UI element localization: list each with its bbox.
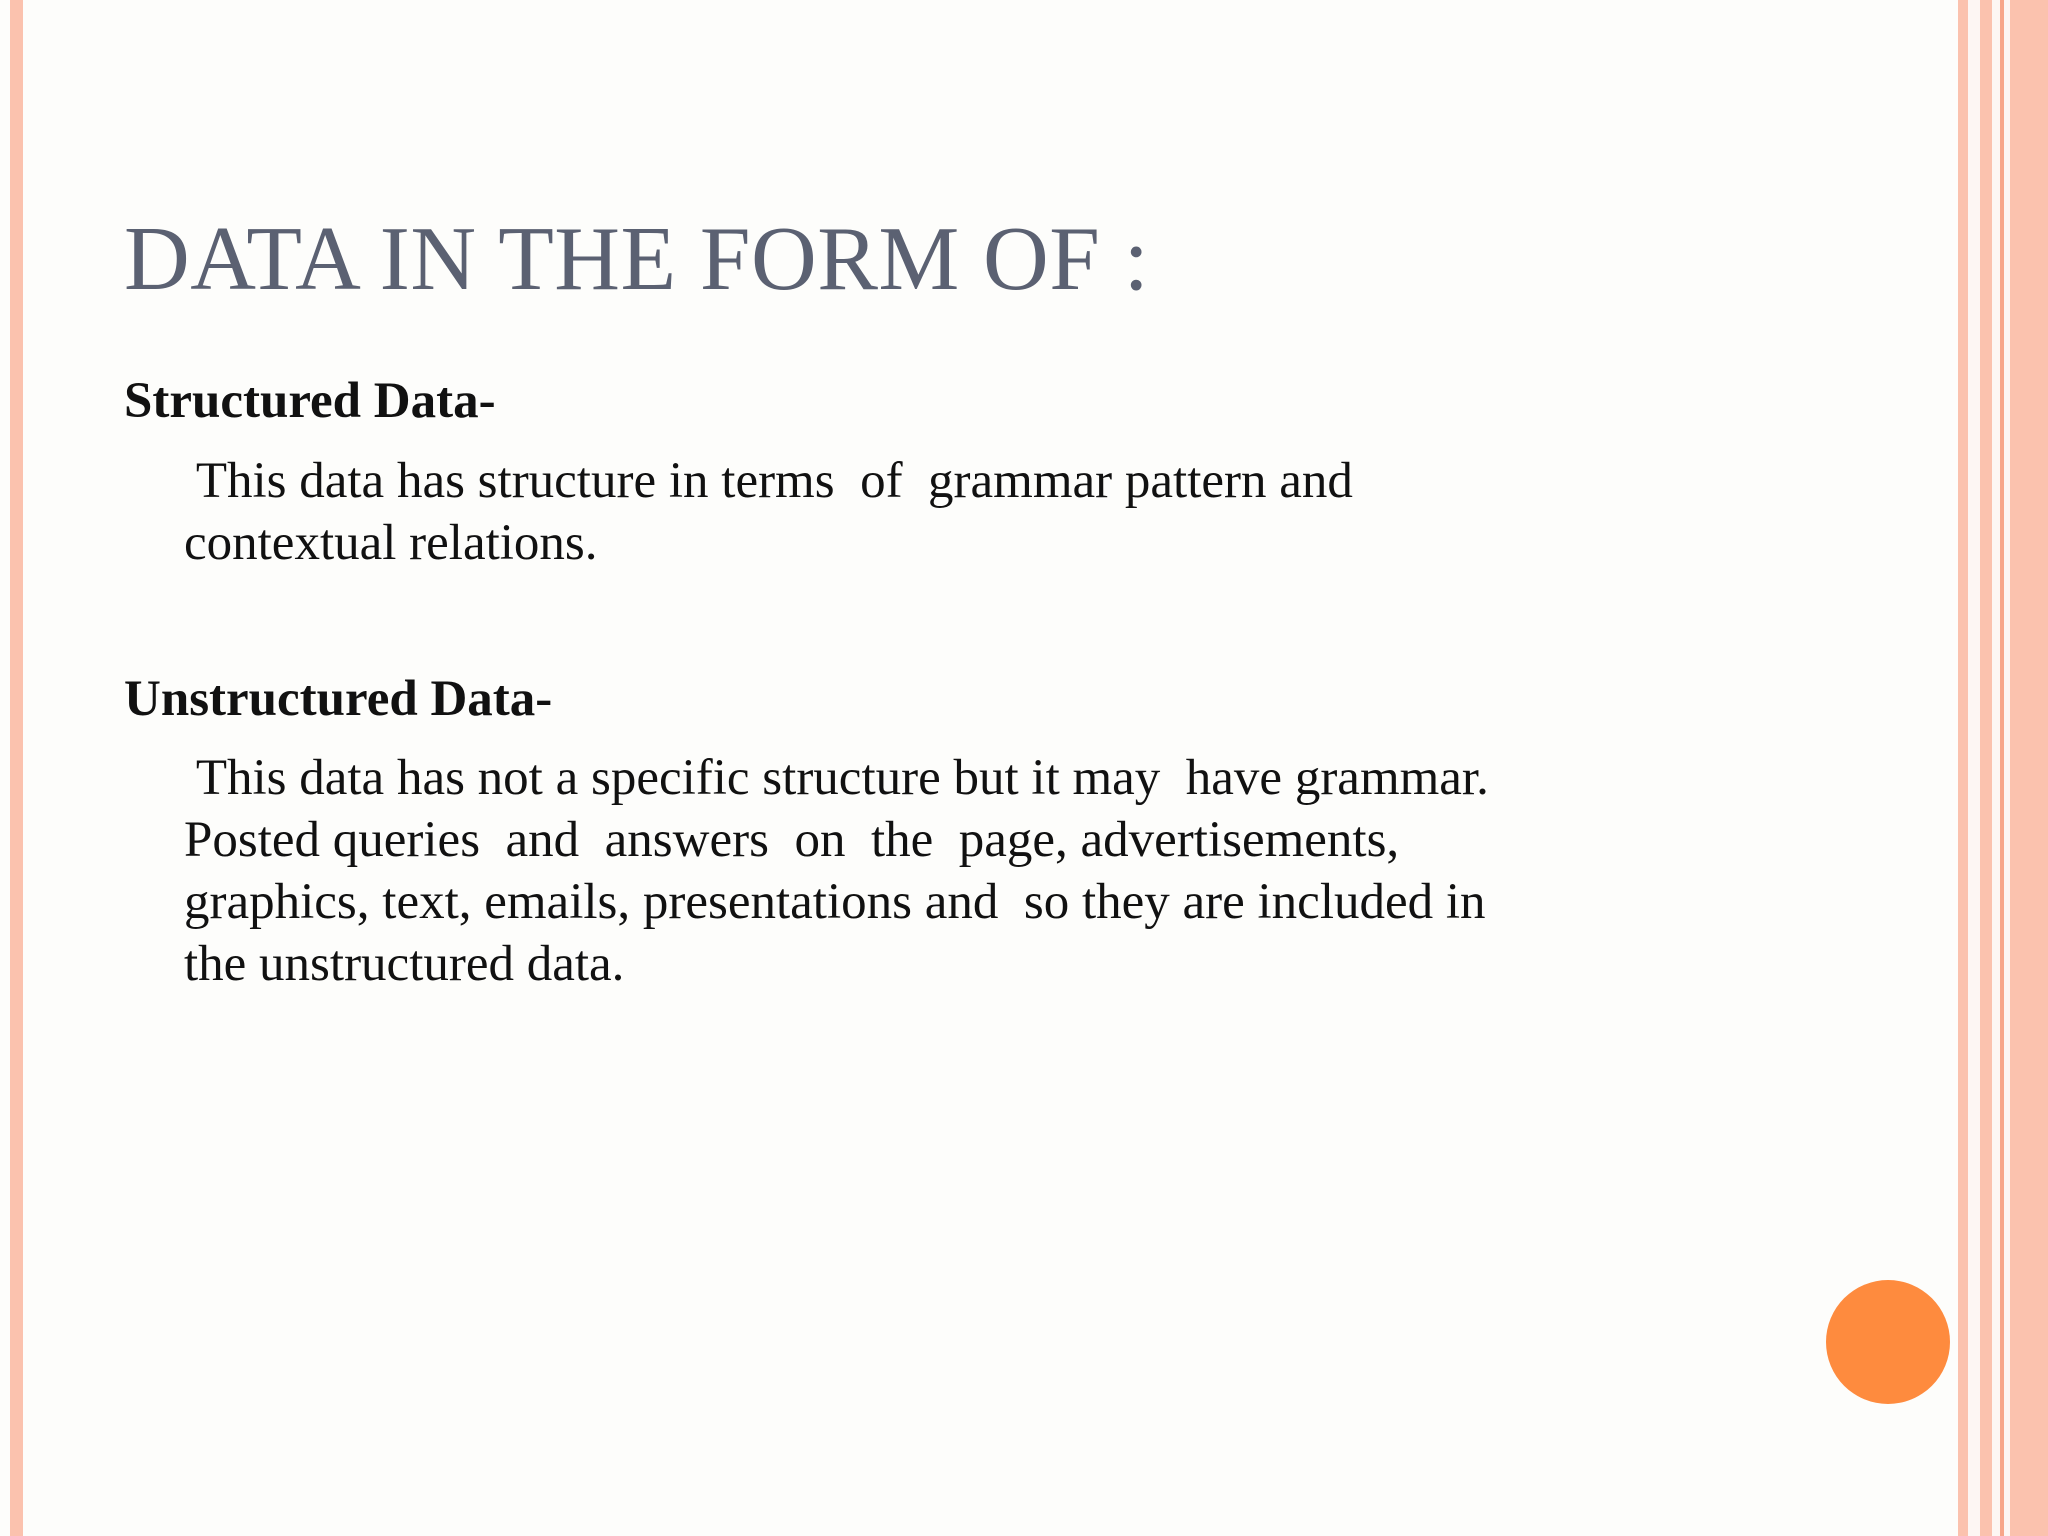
text-line: Posted queries and answers on the page, advertisements, <box>184 812 1400 868</box>
left-border-stripe <box>10 0 23 1536</box>
text-line: This data has not a specific structure but it may have grammar. <box>184 750 1489 806</box>
right-border-stripe <box>2010 0 2048 1536</box>
structured-data-description <box>184 450 1784 574</box>
unstructured-data-heading: Unstructured Data- <box>124 671 553 727</box>
text-line: graphics, text, emails, presentations and so they are included in <box>184 874 1486 930</box>
structured-data-heading: Structured Data- <box>124 373 496 429</box>
right-border-stripe <box>1958 0 1968 1536</box>
text-line: the unstructured data. <box>184 936 625 992</box>
orange-circle-icon <box>1826 1280 1950 1404</box>
unstructured-data-description <box>184 747 1784 995</box>
slide-title: DATA IN THE FORM OF : <box>124 208 1150 309</box>
right-border-stripe <box>2000 0 2004 1536</box>
right-border-stripe <box>1980 0 1992 1536</box>
text-line: contextual relations. <box>184 515 598 571</box>
text-line: This data has structure in terms of grammar pattern and <box>184 453 1353 509</box>
